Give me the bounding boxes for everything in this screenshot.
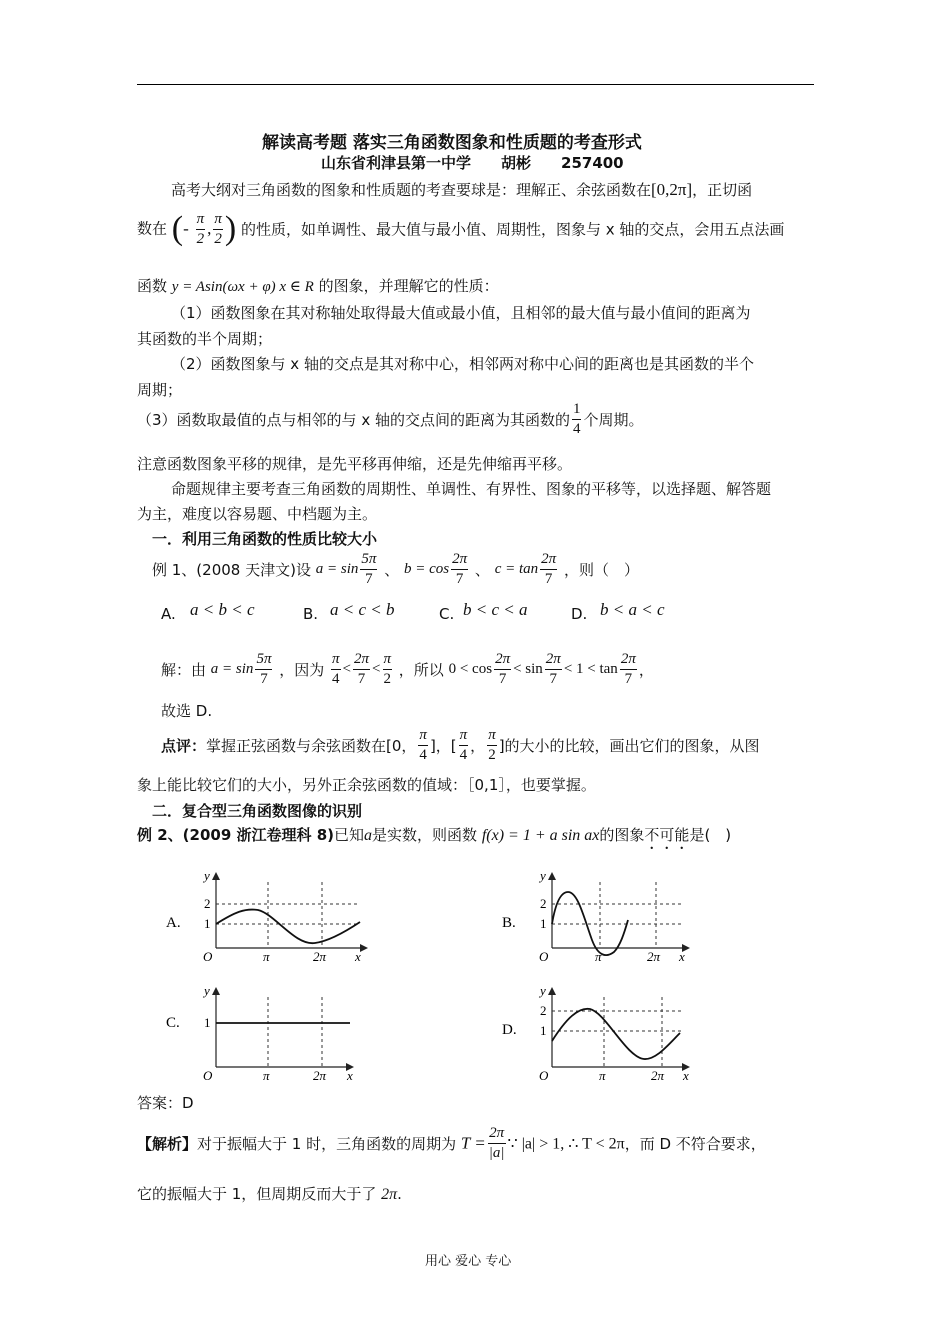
point-3 — [137, 402, 643, 437]
tick-pi: π — [599, 1068, 606, 1083]
axis-y-label: y — [204, 983, 210, 998]
separator: 、 — [474, 561, 490, 579]
fraction-2pi-over-7: $\frac{2\pi}{7}$ — [545, 651, 561, 687]
point-1-line-2: 其函数的半个周期； — [137, 330, 273, 348]
separator: 、 — [384, 561, 400, 579]
question-text: 已知 — [334, 826, 365, 844]
solution-text: 解：由 — [161, 661, 207, 679]
solution-line — [161, 652, 654, 687]
choose-answer: 故选 D. — [161, 702, 213, 720]
graph-c — [166, 983, 354, 1083]
math-2pi: 2π — [381, 1186, 398, 1203]
question-text: 的图象 — [599, 826, 645, 844]
analysis-text: ，而 D 不符合要求， — [624, 1135, 766, 1153]
page-title: 解读高考题 落实三角函数图象和性质题的考查形式 — [262, 133, 642, 153]
graph-a — [166, 868, 368, 964]
tick-pi: π — [263, 1068, 270, 1083]
math-therefore: ∵ |a| > 1, ∴ T < 2π — [507, 1135, 625, 1153]
intro-text: ，正切函 — [692, 181, 753, 199]
solution-text: ， — [638, 661, 654, 679]
tick-2pi: 2π — [313, 949, 327, 964]
intro-text: （3）函数取最值的点与相邻的与 x 轴的交点间的距离为其函数的 — [137, 411, 570, 429]
origin-label: O — [203, 949, 213, 964]
option-c-value: b < c < a — [463, 600, 528, 619]
tick-2: 2 — [204, 896, 211, 911]
fraction-pi-over-4: $\frac{\pi}{4}$ — [419, 727, 427, 763]
x-axis-arrow — [360, 944, 368, 952]
point-2-line-1: （2）函数图象与 x 轴的交点是其对称中心，相邻两对称中心间的距离也是其函数的半个 — [171, 355, 754, 373]
math-c-tan: c = tan — [494, 561, 539, 577]
tick-2pi: 2π — [647, 949, 661, 964]
comment-line-2: 象上能比较它们的大小，另外正余弦函数的值域：［0,1］，也要掌握。 — [137, 776, 596, 794]
tick-pi: π — [595, 949, 602, 964]
fraction-1-over-4: $\frac{1}{4}$ — [572, 401, 581, 437]
question-text: ，则（ ） — [563, 561, 639, 579]
tick-2pi: 2π — [651, 1068, 665, 1083]
tick-1: 1 — [540, 1023, 547, 1038]
comment-text: 掌握正弦函数与余弦函数在[0， — [206, 737, 417, 755]
curve-d — [552, 1009, 680, 1059]
y-axis-arrow — [548, 987, 556, 995]
fraction-pi-over-4: $\frac{\pi}{4}$ — [332, 651, 340, 687]
option-b-value: a < c < b — [330, 600, 395, 619]
option-b-label: B. — [303, 605, 319, 623]
y-axis-arrow — [548, 872, 556, 880]
analysis-label: 【解析】 — [137, 1135, 198, 1153]
origin-label: O — [539, 1068, 549, 1083]
math-a-sin: a = sin — [315, 561, 359, 577]
intro-text: 的图象，并理解它的性质： — [318, 277, 499, 295]
math-zero-cos: 0 < cos — [448, 661, 493, 677]
fraction-pi-over-2: $\frac{\pi}{2}$ — [196, 210, 205, 247]
analysis-text: 它的振幅大于 1，但周期反而大于了 — [137, 1185, 377, 1203]
intro-line-1 — [171, 179, 752, 200]
interval-0-2pi: [0,2π] — [651, 180, 693, 199]
question-text: 是( ) — [689, 826, 732, 844]
intro-text: 高考大纲对三角函数的图象和性质题的考查要球是：理解正、余弦函数在 — [171, 181, 652, 199]
axis-y-label: y — [540, 983, 546, 998]
open-paren: ( — [171, 210, 184, 247]
comma: , — [207, 219, 212, 238]
point-2-line-2: 周期； — [137, 381, 183, 399]
fraction-pi-over-2: $\frac{\pi}{2}$ — [214, 210, 222, 247]
example-2-question — [137, 824, 731, 853]
page-footer: 用心 爱心 专心 — [425, 1254, 512, 1269]
function-formula: y = Asin(ωx + φ) x ∈ R — [171, 279, 314, 295]
intro-line-3 — [137, 275, 499, 296]
axis-x-label: x — [347, 1068, 353, 1083]
question-source: 例 2、(2009 浙江卷理科 8) — [137, 826, 335, 844]
graph-b — [502, 868, 690, 964]
graph-d-label: D. — [502, 1022, 517, 1038]
graph-a-label: A. — [166, 915, 181, 931]
option-a-value: a < b < c — [190, 600, 255, 619]
solution-text: ，因为 — [279, 661, 325, 679]
origin-label: O — [539, 949, 549, 964]
comment-label: 点评： — [161, 737, 207, 755]
intro-text: 数在 — [137, 219, 168, 238]
analysis-line-2 — [137, 1183, 402, 1204]
intro-text: 函数 — [137, 277, 168, 295]
graph-b-label: B. — [502, 915, 516, 931]
fraction-2pi-over-7: $\frac{2\pi}{7}$ — [620, 651, 636, 687]
rule-line-2: 为主，难度以容易题、中档题为主。 — [137, 505, 378, 523]
rule-line-1: 命题规律主要考查三角函数的周期性、单调性、有界性、图象的平移等，以选择题、解答题 — [171, 480, 772, 498]
note-line: 注意函数图象平移的规律，是先平移再伸缩，还是先伸缩再平移。 — [137, 455, 573, 473]
math-function: f(x) = 1 + a sin ax — [481, 827, 600, 844]
y-axis-arrow — [212, 872, 220, 880]
emphasis-text: 不可能 — [644, 826, 690, 844]
fraction-2pi-over-7: $\frac{2\pi}{7}$ — [495, 651, 511, 687]
intro-line-2 — [137, 210, 784, 248]
tick-2: 2 — [540, 1003, 547, 1018]
curve-a — [216, 910, 360, 944]
question-text: 是实数，则函数 — [372, 826, 478, 844]
axis-x-label: x — [355, 949, 361, 964]
math-T-eq: T = — [460, 1133, 486, 1153]
axis-y-label: y — [204, 868, 210, 883]
tick-1: 1 — [204, 1015, 211, 1030]
tick-2pi: 2π — [313, 1068, 327, 1083]
math-lt-sin: < sin — [513, 661, 543, 677]
author-line: 山东省利津县第一中学 胡彬 257400 — [321, 154, 624, 172]
fraction-pi-over-2: $\frac{\pi}{2}$ — [383, 651, 392, 687]
option-c-label: C. — [439, 605, 455, 623]
comma: ， — [470, 737, 486, 755]
close-paren: ) — [224, 210, 237, 247]
tick-1: 1 — [540, 916, 547, 931]
fraction-2pi-over-7: $\frac{2\pi}{7}$ — [541, 551, 557, 587]
section-2-heading: 二．复合型三角函数图像的识别 — [152, 802, 363, 820]
math-a-sin: a = sin — [210, 661, 254, 677]
axis-x-label: x — [679, 949, 685, 964]
header-rule — [137, 84, 814, 85]
y-axis-arrow — [212, 987, 220, 995]
section-1-heading: 一．利用三角函数的性质比较大小 — [152, 530, 378, 548]
math-b-cos: b = cos — [403, 561, 450, 577]
comment-text: ]，[ — [429, 737, 457, 755]
fraction-2pi-over-7: $\frac{2\pi}{7}$ — [452, 551, 468, 587]
analysis-text: 对于振幅大于 1 时，三角函数的周期为 — [197, 1135, 457, 1153]
axis-y-label: y — [540, 868, 546, 883]
less-than: < — [342, 661, 352, 677]
fraction-2pi-over-abs-a: $\frac{2\pi}{|a|}$ — [488, 1125, 505, 1161]
answer-line: 答案：D — [137, 1094, 194, 1112]
axis-x-label: x — [683, 1068, 689, 1083]
point-1-line-1: （1）函数图象在其对称轴处取得最大值或最小值，且相邻的最大值与最小值间的距离为 — [171, 304, 751, 322]
graph-d — [502, 983, 690, 1083]
graphs-figure — [150, 860, 710, 1085]
option-a-label: A. — [161, 605, 176, 623]
option-d-value: b < a < c — [600, 600, 665, 619]
math-lt-one-tan: < 1 < tan — [563, 661, 618, 677]
tick-2: 2 — [540, 896, 547, 911]
tick-1: 1 — [204, 916, 211, 931]
comment-text: ]的大小的比较，画出它们的图象，从图 — [498, 737, 760, 755]
graph-c-label: C. — [166, 1015, 180, 1031]
intro-text: 的性质，如单调性、最大值与最小值、周期性，图象与 x 轴的交点，会用五点法画 — [240, 220, 785, 239]
tick-pi: π — [263, 949, 270, 964]
fraction-pi-over-4: $\frac{\pi}{4}$ — [459, 727, 468, 763]
question-text: 例 1、(2008 天津文)设 — [152, 561, 311, 579]
example-1-question — [152, 552, 639, 587]
less-than: < — [372, 661, 381, 677]
analysis-line-1 — [137, 1126, 766, 1161]
fraction-5pi-over-7: $\frac{5\pi}{7}$ — [256, 651, 272, 687]
comment-line-1 — [161, 728, 760, 763]
analysis-text: . — [397, 1185, 402, 1203]
origin-label: O — [203, 1068, 213, 1083]
intro-text: 个周期。 — [583, 411, 644, 429]
fraction-5pi-over-7: $\frac{5\pi}{7}$ — [361, 551, 377, 587]
neg-sign: - — [183, 219, 189, 238]
fraction-2pi-over-7: $\frac{2\pi}{7}$ — [354, 651, 370, 687]
math-a: a — [364, 827, 373, 844]
solution-text: ，所以 — [398, 661, 444, 679]
fraction-pi-over-2: $\frac{\pi}{2}$ — [488, 727, 496, 763]
option-d-label: D. — [571, 605, 588, 623]
